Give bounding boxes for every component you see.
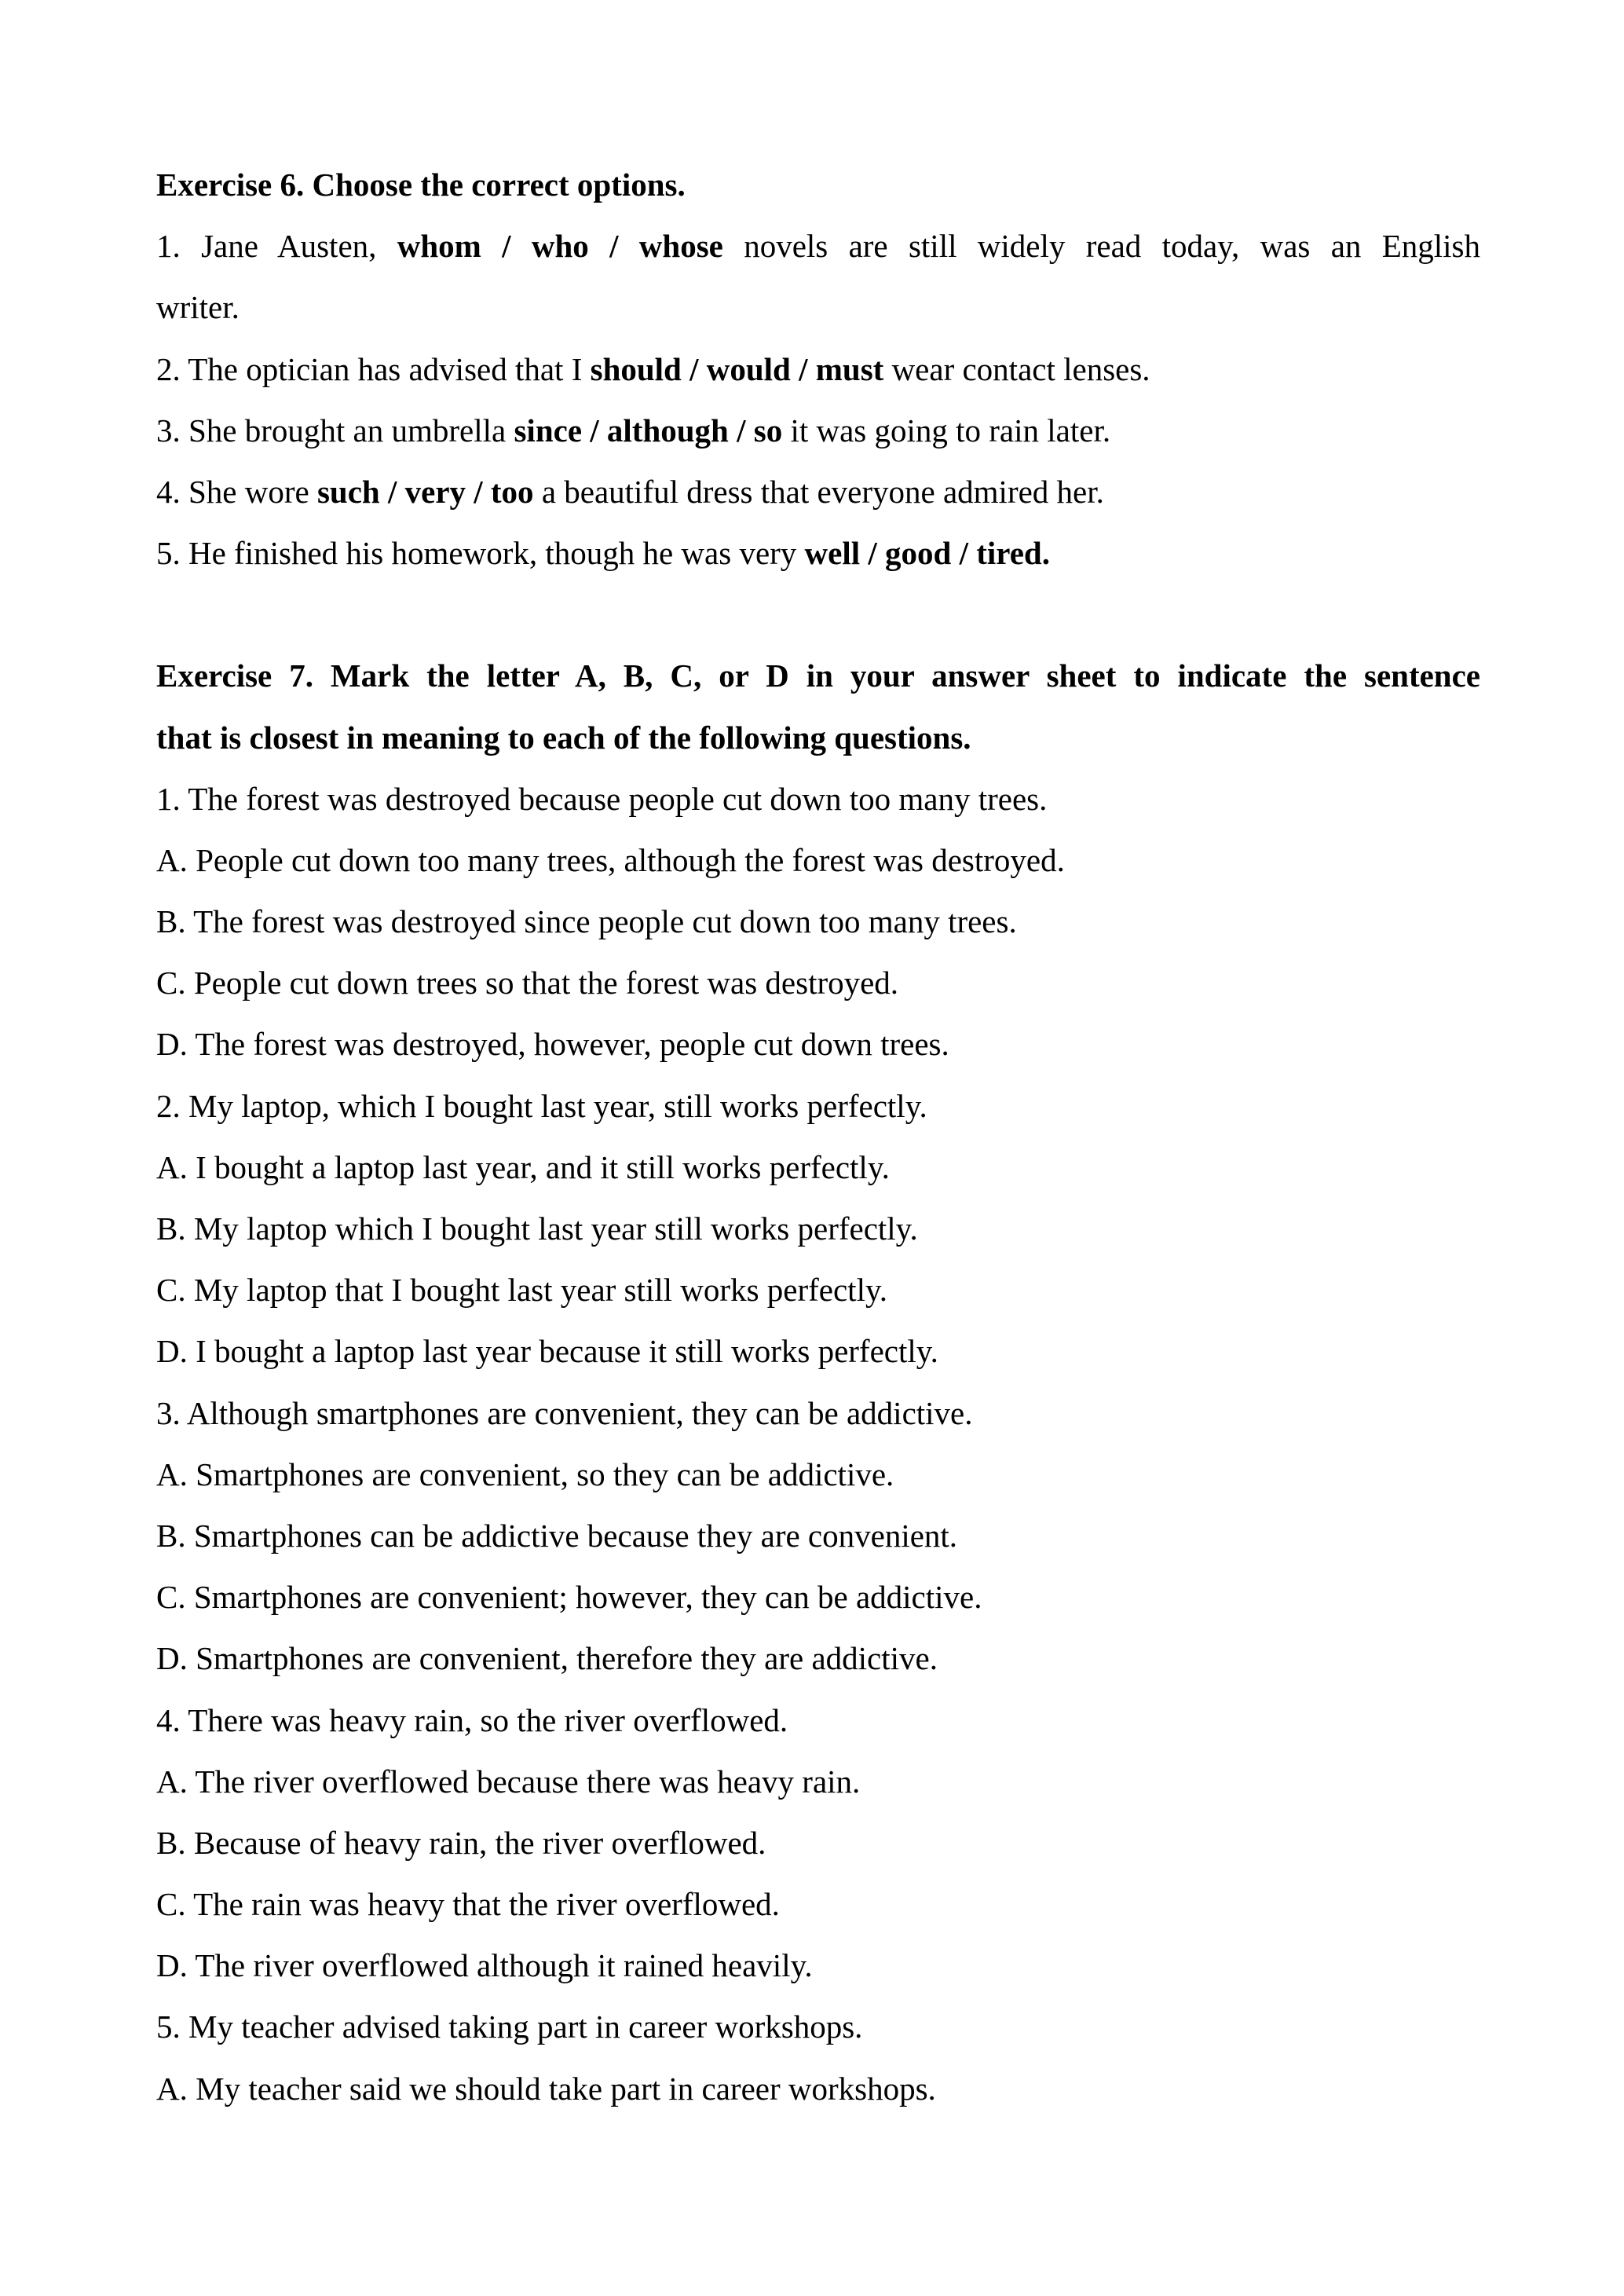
answer-option-b: B. The forest was destroyed since people cut down too many trees. (156, 903, 1017, 940)
document-page (156, 154, 1480, 2119)
question-stem: 2. My laptop, which I bought last year, still works perfectly. (156, 1087, 927, 1124)
item-text-before: She brought an umbrella (180, 412, 514, 449)
answer-option-c: C. The rain was heavy that the river overflowed. (156, 1886, 780, 1923)
exercise-6 (156, 154, 1480, 584)
answer-option-a: A. My teacher said we should take part in career workshops. (156, 2070, 936, 2107)
exercise-6-item (156, 215, 1480, 276)
question-stem: 5. My teacher advised taking part in career workshops. (156, 2009, 863, 2045)
question (156, 1075, 1480, 1382)
exercise-6-item (156, 339, 1480, 400)
exercise-7 (156, 645, 1480, 2119)
answer-option-b: B. Because of heavy rain, the river overflowed. (156, 1824, 766, 1861)
item-options: should / would / must (590, 350, 884, 387)
answer-option-a: A. I bought a laptop last year, and it still works perfectly. (156, 1148, 890, 1185)
item-number: 5. (156, 535, 181, 572)
exercise-7-title-line-1: Exercise 7. Mark the letter A, B, C, or D in your answer sheet to indicate the sentence (156, 657, 1480, 694)
answer-option-a: A. People cut down too many trees, although the forest was destroyed. (156, 841, 1065, 878)
answer-option-d: D. Smartphones are convenient, therefore they are addictive. (156, 1640, 938, 1677)
question (156, 1996, 1480, 2118)
item-text-before: Jane Austen, (180, 228, 397, 265)
item-options: well / good / tired. (804, 535, 1050, 572)
question-stem: 3. Although smartphones are convenient, they can be addictive. (156, 1394, 973, 1431)
answer-option-c: C. People cut down trees so that the forest was destroyed. (156, 965, 899, 1002)
item-number: 1. (156, 228, 181, 265)
item-number: 3. (156, 412, 181, 449)
answer-option-d: D. The forest was destroyed, however, people cut down trees. (156, 1026, 949, 1063)
item-options: since / although / so (514, 412, 783, 449)
item-options: such / very / too (316, 473, 534, 510)
answer-option-a: A. The river overflowed because there was heavy rain. (156, 1763, 861, 1800)
exercise-6-item (156, 522, 1480, 584)
answer-option-b: B. Smartphones can be addictive because they are convenient. (156, 1517, 958, 1554)
answer-option-b: B. My laptop which I bought last year still works perfectly. (156, 1210, 918, 1247)
answer-option-c: C. Smartphones are convenient; however, they can be addictive. (156, 1579, 982, 1616)
item-text-after: wear contact lenses. (883, 350, 1150, 387)
item-number: 4. (156, 473, 181, 510)
question (156, 1690, 1480, 1997)
item-text-after: a beautiful dress that everyone admired her. (533, 473, 1104, 510)
item-number: 2. (156, 350, 181, 387)
question (156, 768, 1480, 1075)
exercise-7-title-line-2: that is closest in meaning to each of the following questions. (156, 719, 971, 756)
item-text-before: She wore (180, 473, 317, 510)
exercise-6-title: Exercise 6. Choose the correct options. (156, 167, 686, 203)
answer-option-c: C. My laptop that I bought last year still works perfectly. (156, 1272, 888, 1309)
answer-option-d: D. I bought a laptop last year because it still works perfectly. (156, 1333, 938, 1370)
item-text-after: novels are still widely read today, was an English (722, 228, 1480, 265)
question-stem: 1. The forest was destroyed because people cut down too many trees. (156, 780, 1048, 817)
item-text-before: The optician has advised that I (180, 350, 591, 387)
question-stem: 4. There was heavy rain, so the river overflowed. (156, 1701, 788, 1738)
section-spacer (156, 584, 1480, 645)
item-text-after: it was going to rain later. (782, 412, 1111, 449)
exercise-6-item (156, 400, 1480, 461)
exercise-6-item-continuation: writer. (156, 289, 240, 326)
item-text-before: He finished his homework, though he was very (180, 535, 805, 572)
exercise-6-item (156, 461, 1480, 522)
answer-option-d: D. The river overflowed although it rained heavily. (156, 1947, 813, 1984)
item-options: whom / who / whose (397, 228, 723, 265)
answer-option-a: A. Smartphones are convenient, so they can be addictive. (156, 1456, 894, 1492)
question (156, 1382, 1480, 1690)
